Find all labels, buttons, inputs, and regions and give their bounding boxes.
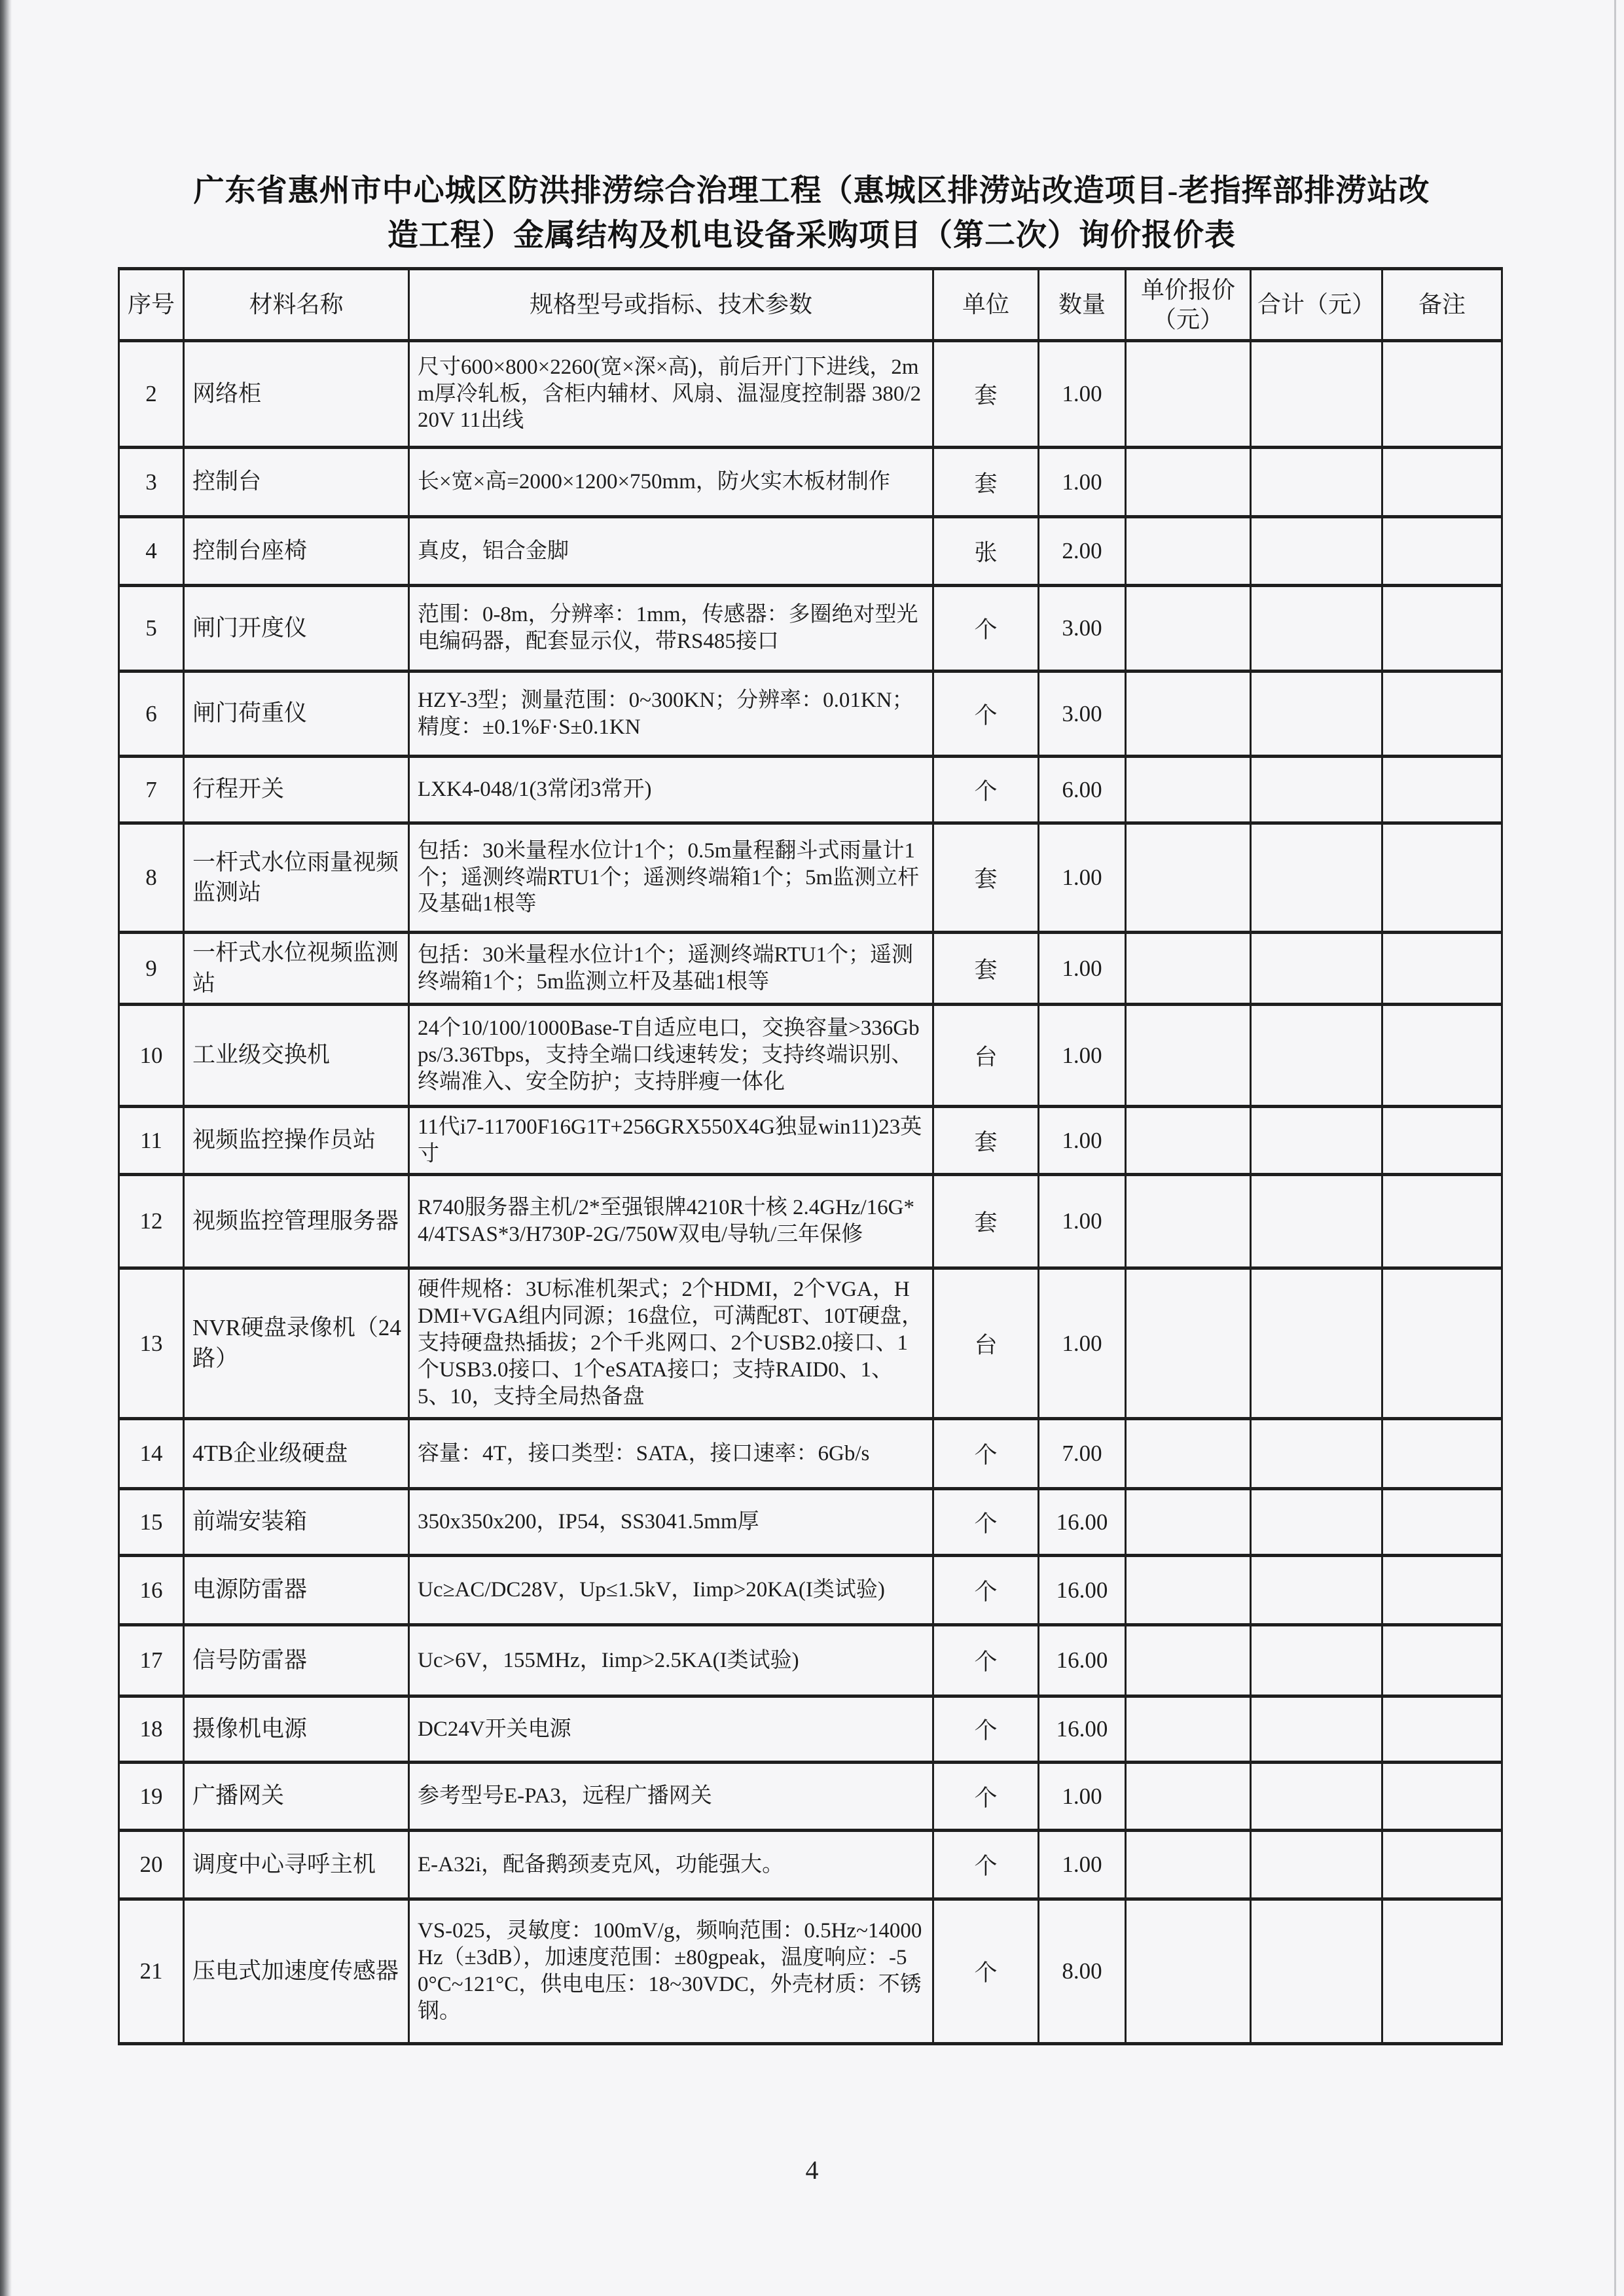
spec-cell: 350x350x200，IP54，SS3041.5mm厚 <box>409 1489 933 1556</box>
seq-cell: 18 <box>119 1696 184 1763</box>
table-row <box>119 757 1502 823</box>
column-header-unit-price: 单价报价（元） <box>1126 269 1251 341</box>
unit-price-cell <box>1126 1696 1251 1763</box>
spec-cell: 包括：30米量程水位计1个；遥测终端RTU1个；遥测终端箱1个；5m监测立杆及基础1根等 <box>409 933 933 1005</box>
remark-cell <box>1382 1489 1502 1556</box>
seq-cell: 4 <box>119 517 184 586</box>
seq-cell: 20 <box>119 1831 184 1899</box>
spec-cell: 范围：0-8m，分辨率：1mm，传感器：多圈绝对型光电编码器，配套显示仪，带RS485接口 <box>409 586 933 672</box>
qty-cell: 2.00 <box>1039 517 1126 586</box>
seq-cell: 5 <box>119 586 184 672</box>
material-name-cell: 工业级交换机 <box>184 1005 409 1107</box>
unit-price-cell <box>1126 1556 1251 1625</box>
unit-cell: 个 <box>933 1696 1039 1763</box>
table-row <box>119 1268 1502 1419</box>
material-name-cell: 摄像机电源 <box>184 1696 409 1763</box>
material-name-cell: 调度中心寻呼主机 <box>184 1831 409 1899</box>
table-row <box>119 1831 1502 1899</box>
unit-price-cell <box>1126 1268 1251 1419</box>
spec-cell: Uc≥AC/DC28V，Up≤1.5kV，Iimp>20KA(I类试验) <box>409 1556 933 1625</box>
document-title <box>92 169 1532 258</box>
total-cell <box>1251 448 1382 517</box>
total-cell <box>1251 1489 1382 1556</box>
spec-cell: VS-025，灵敏度：100mV/g，频响范围：0.5Hz~14000Hz（±3dB），加速度范围：±80gpeak，温度响应：-50°C~121°C，供电电压：18~30VDC，外壳材质：不锈钢。 <box>409 1899 933 2044</box>
total-cell <box>1251 1831 1382 1899</box>
qty-cell: 1.00 <box>1039 1175 1126 1268</box>
total-cell <box>1251 1899 1382 2044</box>
scan-right-edge-line <box>1614 0 1616 2296</box>
unit-price-cell <box>1126 1107 1251 1175</box>
table-header-row <box>119 269 1502 341</box>
spec-cell: Uc>6V，155MHz，Iimp>2.5KA(I类试验) <box>409 1625 933 1696</box>
material-name-cell: NVR硬盘录像机（24路） <box>184 1268 409 1419</box>
unit-cell: 个 <box>933 1489 1039 1556</box>
table-row <box>119 517 1502 586</box>
page-number: 4 <box>805 2155 819 2185</box>
unit-price-cell <box>1126 1625 1251 1696</box>
unit-price-cell <box>1126 823 1251 933</box>
seq-cell: 14 <box>119 1419 184 1489</box>
qty-cell: 8.00 <box>1039 1899 1126 2044</box>
remark-cell <box>1382 757 1502 823</box>
unit-cell: 台 <box>933 1268 1039 1419</box>
unit-cell: 个 <box>933 672 1039 757</box>
qty-cell: 1.00 <box>1039 1107 1126 1175</box>
table-row <box>119 1899 1502 2044</box>
material-name-cell: 一杆式水位雨量视频监测站 <box>184 823 409 933</box>
unit-cell: 套 <box>933 448 1039 517</box>
table-row <box>119 1696 1502 1763</box>
total-cell <box>1251 672 1382 757</box>
remark-cell <box>1382 672 1502 757</box>
qty-cell: 1.00 <box>1039 1268 1126 1419</box>
qty-cell: 16.00 <box>1039 1489 1126 1556</box>
unit-cell: 个 <box>933 1831 1039 1899</box>
total-cell <box>1251 823 1382 933</box>
unit-cell: 个 <box>933 1763 1039 1831</box>
unit-price-cell <box>1126 1489 1251 1556</box>
qty-cell: 3.00 <box>1039 672 1126 757</box>
remark-cell <box>1382 1763 1502 1831</box>
table-row <box>119 1107 1502 1175</box>
unit-price-cell <box>1126 1831 1251 1899</box>
seq-cell: 10 <box>119 1005 184 1107</box>
column-header-seq: 序号 <box>119 269 184 341</box>
remark-cell <box>1382 1556 1502 1625</box>
unit-price-cell <box>1126 1899 1251 2044</box>
spec-cell: 参考型号E-PA3，远程广播网关 <box>409 1763 933 1831</box>
remark-cell <box>1382 823 1502 933</box>
unit-cell: 个 <box>933 1899 1039 2044</box>
unit-price-cell <box>1126 1175 1251 1268</box>
seq-cell: 17 <box>119 1625 184 1696</box>
table-row <box>119 1763 1502 1831</box>
unit-cell: 台 <box>933 1005 1039 1107</box>
qty-cell: 1.00 <box>1039 823 1126 933</box>
quotation-table <box>118 267 1503 2045</box>
total-cell <box>1251 586 1382 672</box>
column-header-spec: 规格型号或指标、技术参数 <box>409 269 933 341</box>
total-cell <box>1251 757 1382 823</box>
qty-cell: 1.00 <box>1039 1005 1126 1107</box>
total-cell <box>1251 1175 1382 1268</box>
seq-cell: 19 <box>119 1763 184 1831</box>
column-header-unit: 单位 <box>933 269 1039 341</box>
qty-cell: 1.00 <box>1039 448 1126 517</box>
spec-cell: 容量：4T，接口类型：SATA，接口速率：6Gb/s <box>409 1419 933 1489</box>
unit-price-cell <box>1126 1005 1251 1107</box>
material-name-cell: 网络柜 <box>184 341 409 448</box>
scan-left-edge-artifact <box>0 0 12 2296</box>
qty-cell: 1.00 <box>1039 1763 1126 1831</box>
seq-cell: 8 <box>119 823 184 933</box>
unit-price-cell <box>1126 672 1251 757</box>
qty-cell: 6.00 <box>1039 757 1126 823</box>
qty-cell: 1.00 <box>1039 341 1126 448</box>
remark-cell <box>1382 1625 1502 1696</box>
remark-cell <box>1382 517 1502 586</box>
remark-cell <box>1382 1696 1502 1763</box>
total-cell <box>1251 517 1382 586</box>
seq-cell: 15 <box>119 1489 184 1556</box>
material-name-cell: 一杆式水位视频监测站 <box>184 933 409 1005</box>
total-cell <box>1251 1419 1382 1489</box>
unit-cell: 套 <box>933 341 1039 448</box>
material-name-cell: 视频监控管理服务器 <box>184 1175 409 1268</box>
remark-cell <box>1382 1899 1502 2044</box>
seq-cell: 21 <box>119 1899 184 2044</box>
remark-cell <box>1382 933 1502 1005</box>
material-name-cell: 4TB企业级硬盘 <box>184 1419 409 1489</box>
remark-cell <box>1382 586 1502 672</box>
spec-cell: 包括：30米量程水位计1个；0.5m量程翻斗式雨量计1个；遥测终端RTU1个；遥测终端箱1个；5m监测立杆及基础1根等 <box>409 823 933 933</box>
spec-cell: 长×宽×高=2000×1200×750mm，防火实木板材制作 <box>409 448 933 517</box>
material-name-cell: 闸门开度仪 <box>184 586 409 672</box>
unit-price-cell <box>1126 517 1251 586</box>
column-header-qty: 数量 <box>1039 269 1126 341</box>
total-cell <box>1251 1556 1382 1625</box>
table-row <box>119 1556 1502 1625</box>
material-name-cell: 广播网关 <box>184 1763 409 1831</box>
remark-cell <box>1382 1268 1502 1419</box>
unit-cell: 套 <box>933 823 1039 933</box>
qty-cell: 16.00 <box>1039 1556 1126 1625</box>
spec-cell: E-A32i，配备鹅颈麦克风，功能强大。 <box>409 1831 933 1899</box>
column-header-remark: 备注 <box>1382 269 1502 341</box>
material-name-cell: 行程开关 <box>184 757 409 823</box>
spec-cell: DC24V开关电源 <box>409 1696 933 1763</box>
unit-price-cell <box>1126 757 1251 823</box>
column-header-material-name: 材料名称 <box>184 269 409 341</box>
material-name-cell: 控制台 <box>184 448 409 517</box>
unit-price-cell <box>1126 1419 1251 1489</box>
seq-cell: 2 <box>119 341 184 448</box>
unit-price-cell <box>1126 586 1251 672</box>
material-name-cell: 电源防雷器 <box>184 1556 409 1625</box>
table-row <box>119 672 1502 757</box>
unit-cell: 套 <box>933 1107 1039 1175</box>
qty-cell: 1.00 <box>1039 933 1126 1005</box>
title-line-1: 广东省惠州市中心城区防洪排涝综合治理工程（惠城区排涝站改造项目-老指挥部排涝站改 <box>193 174 1430 208</box>
remark-cell <box>1382 1419 1502 1489</box>
table-row <box>119 933 1502 1005</box>
seq-cell: 7 <box>119 757 184 823</box>
total-cell <box>1251 1696 1382 1763</box>
qty-cell: 1.00 <box>1039 1831 1126 1899</box>
remark-cell <box>1382 1175 1502 1268</box>
remark-cell <box>1382 448 1502 517</box>
title-line-2: 造工程）金属结构及机电设备采购项目（第二次）询价报价表 <box>388 219 1236 253</box>
column-header-total: 合计（元） <box>1251 269 1382 341</box>
spec-cell: R740服务器主机/2*至强银牌4210R十核 2.4GHz/16G*4/4TSAS*3/H730P-2G/750W双电/导轨/三年保修 <box>409 1175 933 1268</box>
material-name-cell: 前端安装箱 <box>184 1489 409 1556</box>
unit-price-cell <box>1126 448 1251 517</box>
total-cell <box>1251 1625 1382 1696</box>
spec-cell: 尺寸600×800×2260(宽×深×高)，前后开门下进线，2mm厚冷轧板，含柜内辅材、风扇、温湿度控制器 380/220V 11出线 <box>409 341 933 448</box>
material-name-cell: 控制台座椅 <box>184 517 409 586</box>
spec-cell: 24个10/100/1000Base-T自适应电口，交换容量>336Gbps/3.36Tbps，支持全端口线速转发；支持终端识别、终端准入、安全防护；支持胖瘦一体化 <box>409 1005 933 1107</box>
unit-cell: 个 <box>933 586 1039 672</box>
spec-cell: 硬件规格：3U标准机架式；2个HDMI，2个VGA，HDMI+VGA组内同源；16盘位，可满配8T、10T硬盘，支持硬盘热插拔；2个千兆网口、2个USB2.0接口、1个USB3.0接口、1个eSATA接口；支持RAID0、1、5、10，支持全局热备盘 <box>409 1268 933 1419</box>
unit-cell: 套 <box>933 933 1039 1005</box>
table-row <box>119 1175 1502 1268</box>
seq-cell: 12 <box>119 1175 184 1268</box>
unit-cell: 个 <box>933 757 1039 823</box>
qty-cell: 7.00 <box>1039 1419 1126 1489</box>
remark-cell <box>1382 1005 1502 1107</box>
seq-cell: 11 <box>119 1107 184 1175</box>
total-cell <box>1251 933 1382 1005</box>
unit-price-cell <box>1126 1763 1251 1831</box>
unit-cell: 个 <box>933 1556 1039 1625</box>
remark-cell <box>1382 1107 1502 1175</box>
spec-cell: HZY-3型；测量范围：0~300KN；分辨率：0.01KN；精度：±0.1%F·S±0.1KN <box>409 672 933 757</box>
seq-cell: 16 <box>119 1556 184 1625</box>
remark-cell <box>1382 1831 1502 1899</box>
qty-cell: 16.00 <box>1039 1696 1126 1763</box>
remark-cell <box>1382 341 1502 448</box>
spec-cell: 11代i7-11700F16G1T+256GRX550X4G独显win11)23英寸 <box>409 1107 933 1175</box>
seq-cell: 13 <box>119 1268 184 1419</box>
table-row <box>119 448 1502 517</box>
unit-cell: 套 <box>933 1175 1039 1268</box>
unit-cell: 个 <box>933 1625 1039 1696</box>
qty-cell: 16.00 <box>1039 1625 1126 1696</box>
table-row <box>119 341 1502 448</box>
spec-cell: LXK4-048/1(3常闭3常开) <box>409 757 933 823</box>
table-row <box>119 1489 1502 1556</box>
material-name-cell: 闸门荷重仪 <box>184 672 409 757</box>
table-row <box>119 1005 1502 1107</box>
unit-price-cell <box>1126 341 1251 448</box>
material-name-cell: 视频监控操作员站 <box>184 1107 409 1175</box>
table-row <box>119 1419 1502 1489</box>
total-cell <box>1251 1763 1382 1831</box>
seq-cell: 3 <box>119 448 184 517</box>
material-name-cell: 信号防雷器 <box>184 1625 409 1696</box>
total-cell <box>1251 341 1382 448</box>
table-body <box>119 341 1502 2044</box>
table-row <box>119 823 1502 933</box>
spec-cell: 真皮，铝合金脚 <box>409 517 933 586</box>
seq-cell: 6 <box>119 672 184 757</box>
total-cell <box>1251 1268 1382 1419</box>
total-cell <box>1251 1107 1382 1175</box>
material-name-cell: 压电式加速度传感器 <box>184 1899 409 2044</box>
table-row <box>119 586 1502 672</box>
unit-cell: 个 <box>933 1419 1039 1489</box>
unit-cell: 张 <box>933 517 1039 586</box>
total-cell <box>1251 1005 1382 1107</box>
unit-price-cell <box>1126 933 1251 1005</box>
table-row <box>119 1625 1502 1696</box>
qty-cell: 3.00 <box>1039 586 1126 672</box>
seq-cell: 9 <box>119 933 184 1005</box>
